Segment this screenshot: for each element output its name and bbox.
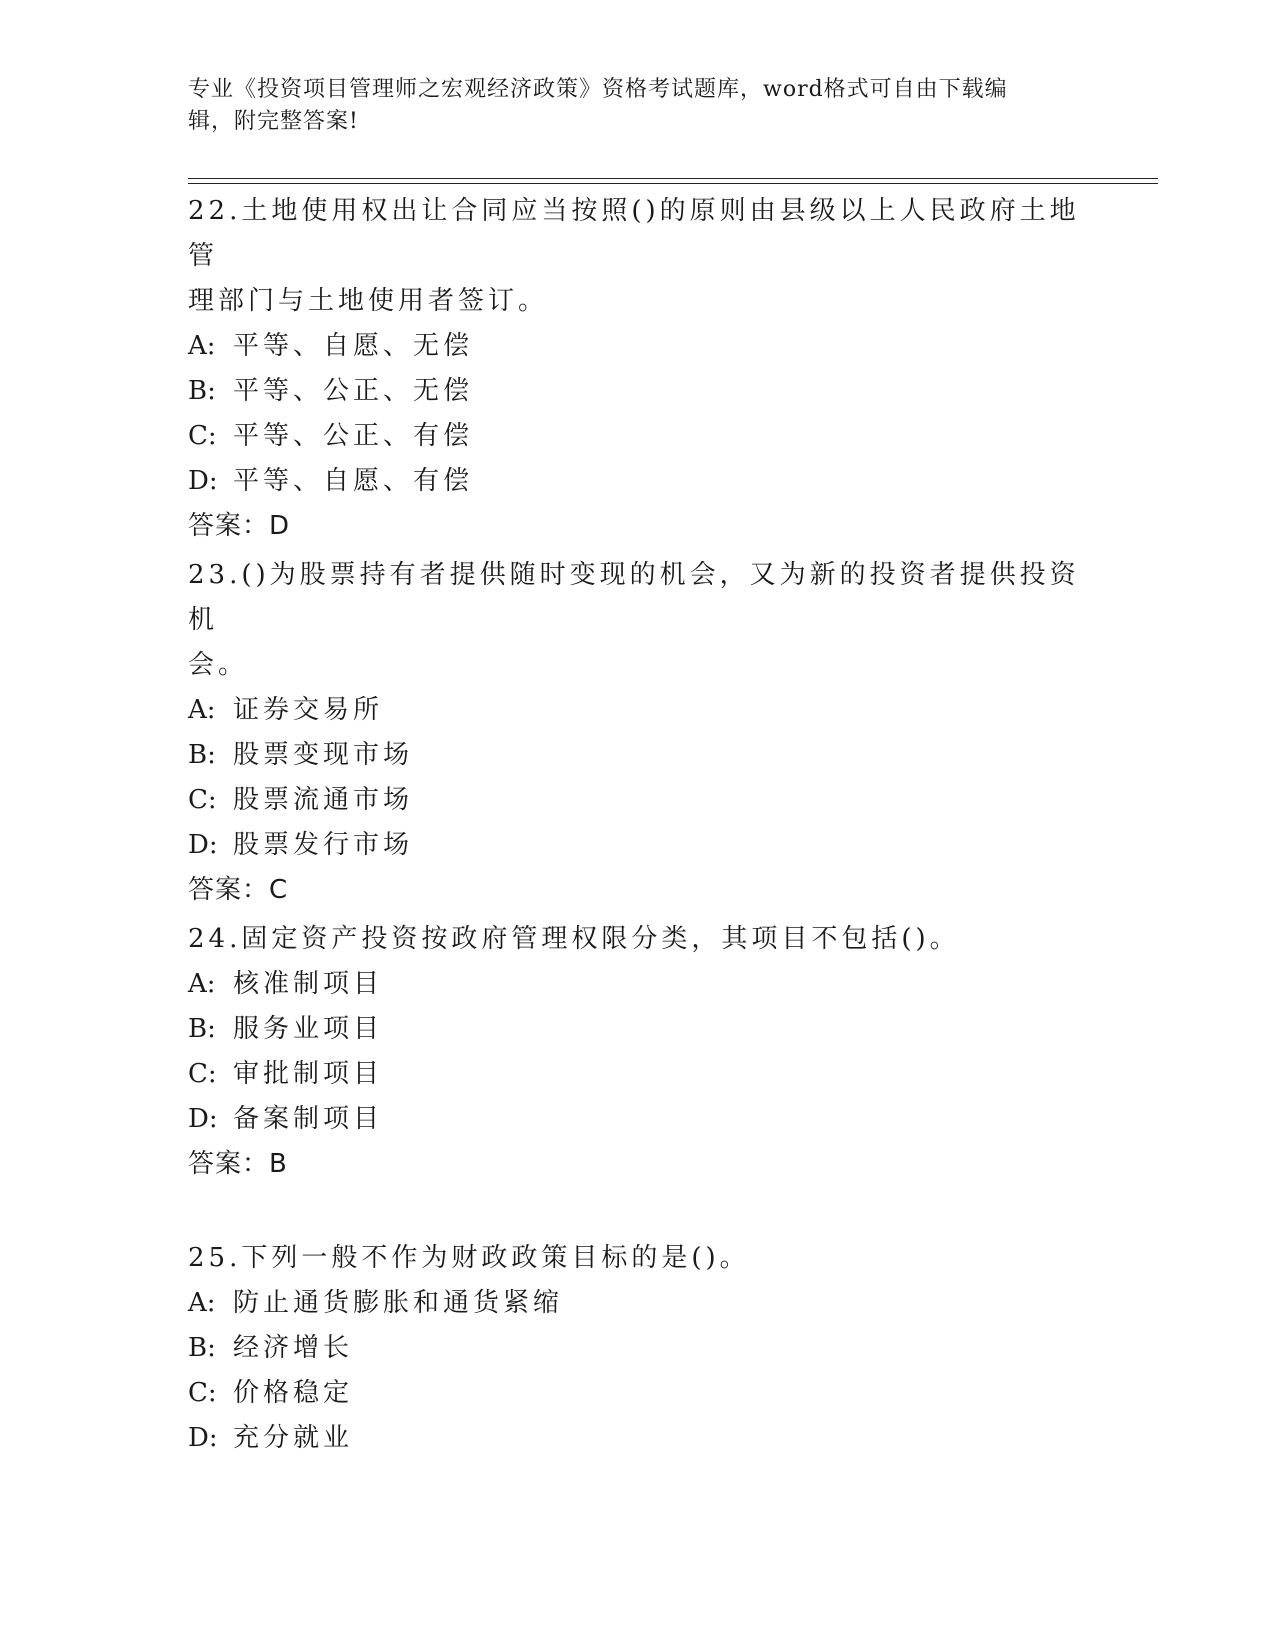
intro-line-2: 辑，附完整答案! bbox=[188, 109, 359, 134]
option-text: 平等、自愿、有偿 bbox=[233, 466, 474, 496]
option-text: 核准制项目 bbox=[233, 969, 384, 999]
option-letter: A: bbox=[188, 969, 216, 999]
option-letter: C: bbox=[188, 1378, 217, 1408]
option-letter: D: bbox=[188, 1423, 218, 1453]
option-text: 备案制项目 bbox=[233, 1104, 384, 1134]
option-letter: B: bbox=[188, 376, 216, 406]
question-text bbox=[188, 189, 1088, 324]
option-d bbox=[188, 1097, 1088, 1142]
option-text: 股票发行市场 bbox=[233, 830, 414, 860]
question-text-line: 理部门与土地使用者签订。 bbox=[188, 286, 549, 316]
option-a bbox=[188, 962, 1088, 1007]
option-text: 充分就业 bbox=[233, 1423, 354, 1453]
option-letter: D: bbox=[188, 466, 218, 496]
answer-line: 答案：C bbox=[188, 875, 289, 905]
option-c bbox=[188, 414, 1088, 459]
option-text: 股票变现市场 bbox=[233, 740, 414, 770]
option-letter: D: bbox=[188, 1104, 218, 1134]
option-d bbox=[188, 823, 1088, 868]
option-letter: C: bbox=[188, 785, 217, 815]
answer-line: 答案：B bbox=[188, 1149, 288, 1179]
question-text bbox=[188, 1236, 1088, 1281]
question-22 bbox=[188, 189, 1088, 549]
option-text: 平等、公正、有偿 bbox=[233, 421, 474, 451]
option-text: 平等、自愿、无偿 bbox=[233, 331, 474, 361]
option-letter: B: bbox=[188, 1333, 216, 1363]
question-text-line: 会。 bbox=[188, 650, 249, 680]
question-text bbox=[188, 917, 1088, 962]
option-letter: A: bbox=[188, 1288, 216, 1318]
option-letter: D: bbox=[188, 830, 218, 860]
question-text-line: 24.固定资产投资按政府管理权限分类，其项目不包括()。 bbox=[188, 924, 960, 954]
option-text: 股票流通市场 bbox=[233, 785, 414, 815]
option-text: 经济增长 bbox=[233, 1333, 354, 1363]
document-intro bbox=[188, 74, 1088, 138]
question-text-line: 22.土地使用权出让合同应当按照()的原则由县级以上人民政府土地管 bbox=[188, 196, 1080, 271]
option-text: 服务业项目 bbox=[233, 1014, 384, 1044]
option-letter: C: bbox=[188, 421, 217, 451]
header-divider-top bbox=[188, 178, 1158, 179]
answer-line: 答案：D bbox=[188, 511, 291, 541]
option-text: 证券交易所 bbox=[233, 695, 384, 725]
option-letter: B: bbox=[188, 1014, 216, 1044]
option-text: 审批制项目 bbox=[233, 1059, 384, 1089]
option-letter: B: bbox=[188, 740, 216, 770]
question-text bbox=[188, 553, 1088, 688]
question-24 bbox=[188, 917, 1088, 1187]
option-b bbox=[188, 1007, 1088, 1052]
option-text: 价格稳定 bbox=[233, 1378, 354, 1408]
question-text-line: 25.下列一般不作为财政政策目标的是()。 bbox=[188, 1243, 750, 1273]
option-d bbox=[188, 1416, 1088, 1461]
option-b bbox=[188, 733, 1088, 778]
question-25 bbox=[188, 1236, 1088, 1461]
option-text: 平等、公正、无偿 bbox=[233, 376, 474, 406]
option-a bbox=[188, 1281, 1088, 1326]
option-c bbox=[188, 1371, 1088, 1416]
option-b bbox=[188, 1326, 1088, 1371]
option-text: 防止通货膨胀和通货紧缩 bbox=[233, 1288, 564, 1318]
question-23 bbox=[188, 553, 1088, 913]
option-c bbox=[188, 1052, 1088, 1097]
intro-line-1: 专业《投资项目管理师之宏观经济政策》资格考试题库，word格式可自由下载编 bbox=[188, 77, 1008, 102]
option-d bbox=[188, 459, 1088, 504]
option-letter: A: bbox=[188, 695, 216, 725]
option-b bbox=[188, 369, 1088, 414]
question-text-line: 23.()为股票持有者提供随时变现的机会，又为新的投资者提供投资机 bbox=[188, 560, 1080, 635]
option-letter: C: bbox=[188, 1059, 217, 1089]
option-c bbox=[188, 778, 1088, 823]
option-a bbox=[188, 688, 1088, 733]
header-divider-bottom bbox=[188, 183, 1158, 184]
option-letter: A: bbox=[188, 331, 216, 361]
option-a bbox=[188, 324, 1088, 369]
